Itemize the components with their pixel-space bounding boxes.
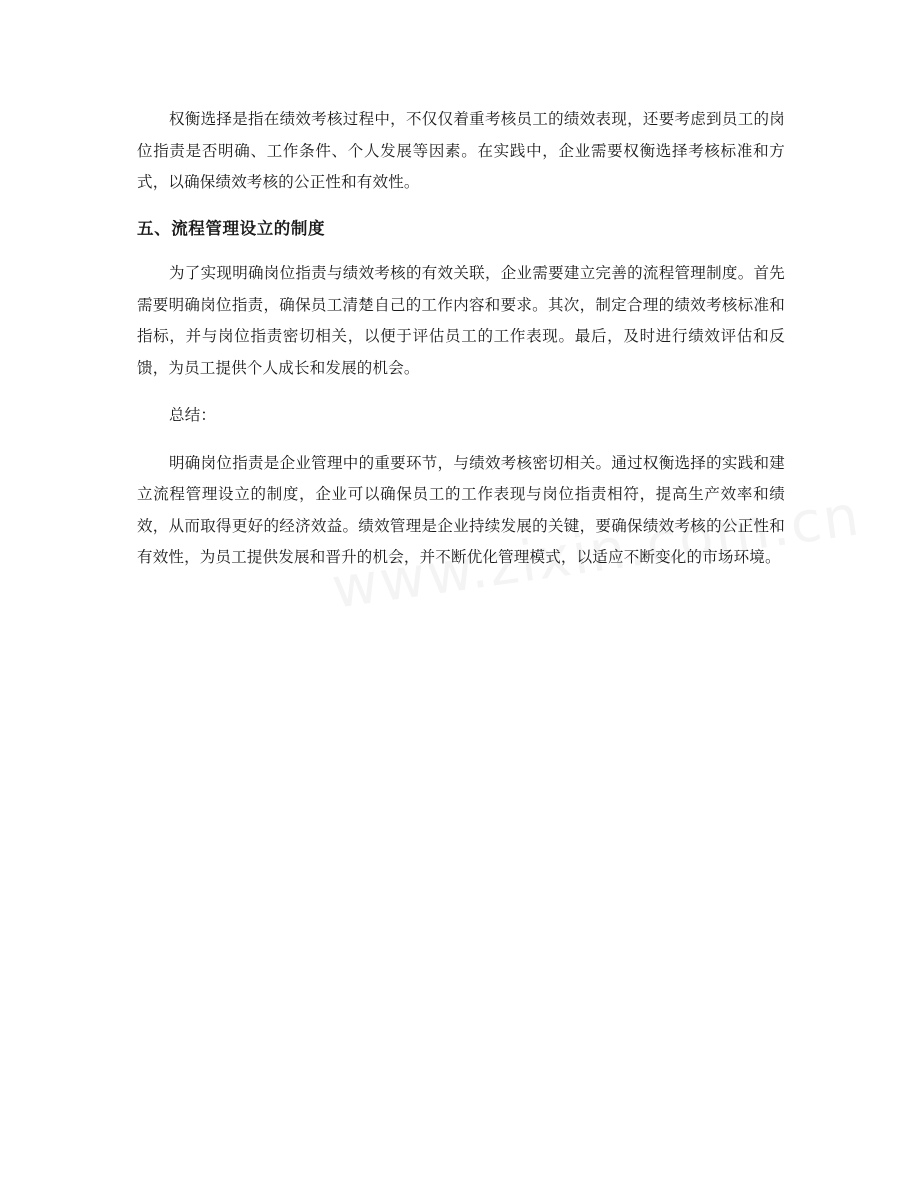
spacer bbox=[137, 244, 785, 258]
summary-label: 总结： bbox=[169, 406, 217, 424]
section-heading-5: 五、流程管理设立的制度 bbox=[137, 218, 326, 238]
spacer bbox=[137, 384, 785, 400]
paragraph-tradeoff: 权衡选择是指在绩效考核过程中，不仅仅着重考核员工的绩效表现，还要考虑到员工的岗位指责是否明确、工作条件、个人发展等因素。在实践中，企业需要权衡选择考核标准和方式，以确保绩效考核的公正性和有效性。 bbox=[137, 110, 785, 191]
document-body bbox=[137, 104, 785, 574]
paragraph-summary: 明确岗位指责是企业管理中的重要环节，与绩效考核密切相关。通过权衡选择的实践和建立流程管理设立的制度，企业可以确保员工的工作表现与岗位指责相符，提高生产效率和绩效，从而取得更好的经济效益。绩效管理是企业持续发展的关键，要确保绩效考核的公正性和有效性，为员工提供发展和晋升的机会，并不断优化管理模式，以适应不断变化的市场环境。 bbox=[137, 453, 785, 566]
paragraph-process-management: 为了实现明确岗位指责与绩效考核的有效关联，企业需要建立完善的流程管理制度。首先需要明确岗位指责，确保员工清楚自己的工作内容和要求。其次，制定合理的绩效考核标准和指标，并与岗位指责密切相关，以便于评估员工的工作表现。最后，及时进行绩效评估和反馈，为员工提供个人成长和发展的机会。 bbox=[137, 264, 785, 377]
spacer bbox=[137, 432, 785, 448]
spacer bbox=[137, 199, 785, 213]
